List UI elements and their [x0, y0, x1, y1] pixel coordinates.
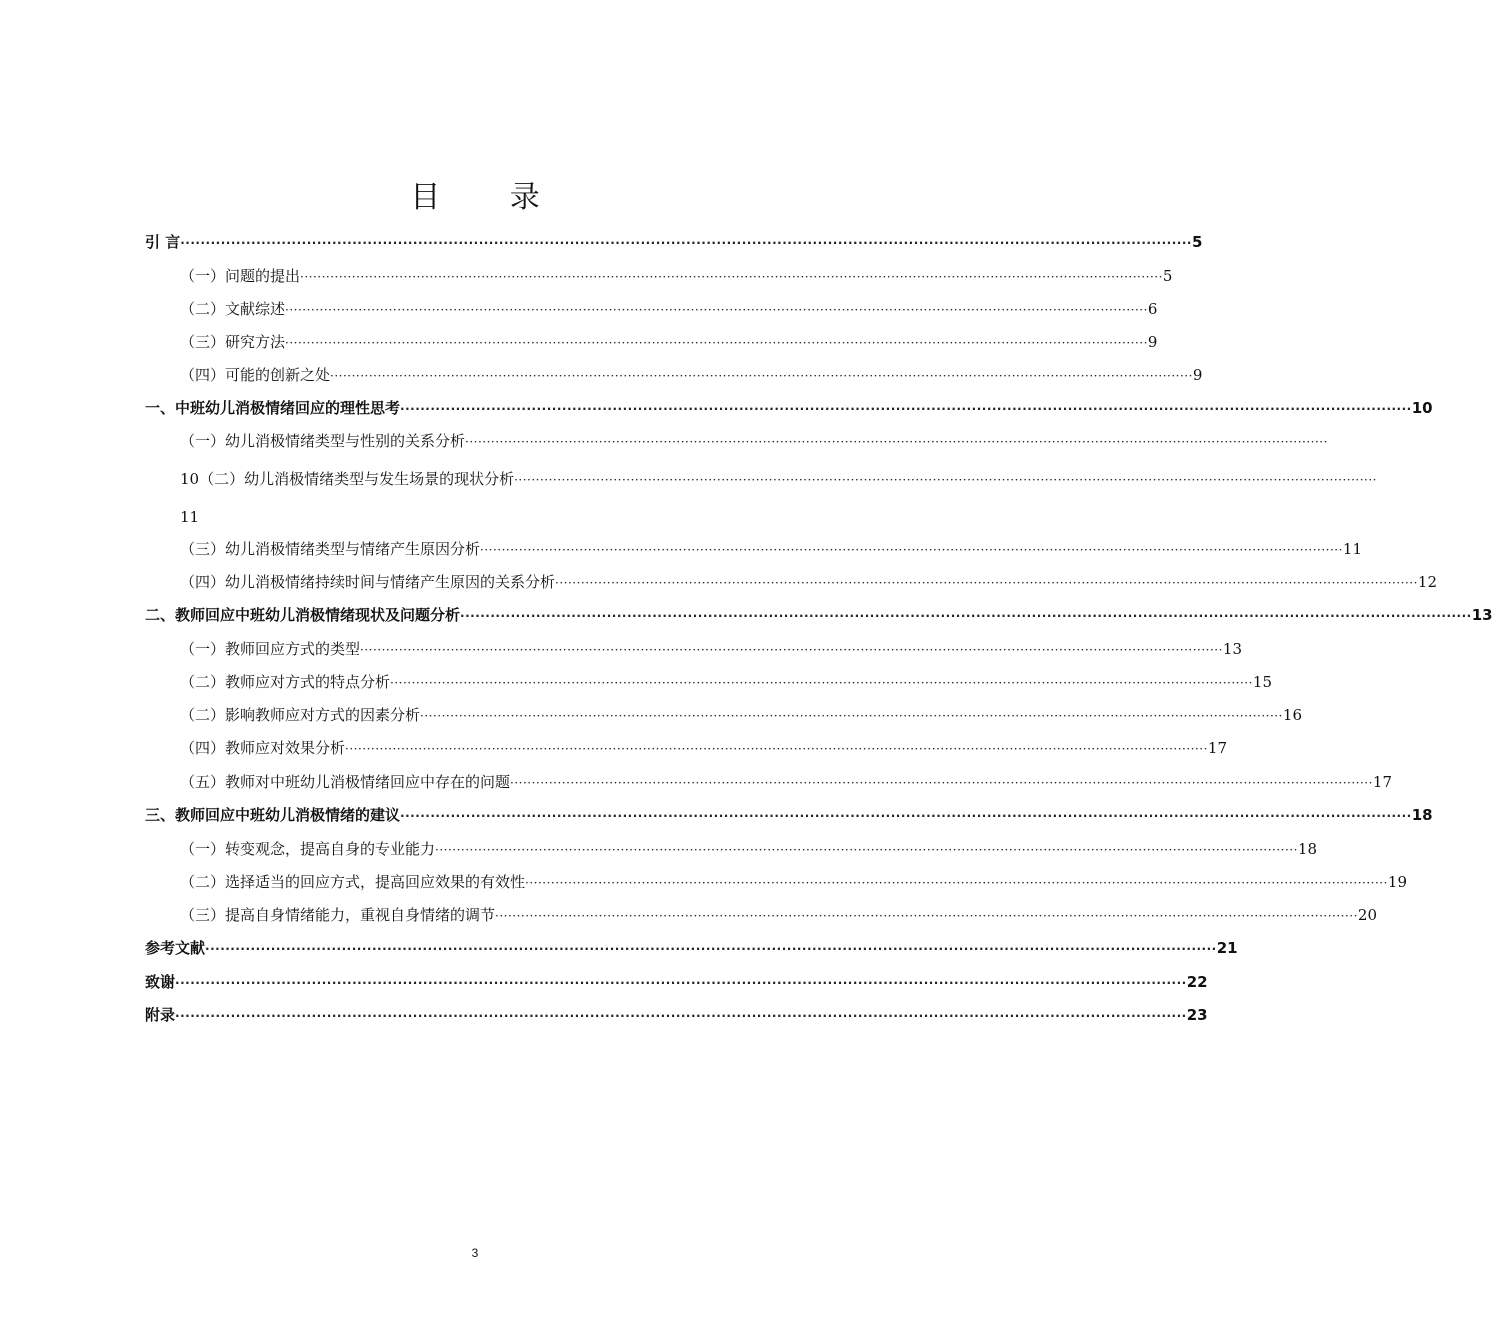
toc-entry-page: 10: [1411, 399, 1433, 417]
toc-entry-1-2[interactable]: [180, 299, 1158, 320]
toc-entry-label: （一）幼儿消极情绪类型与性别的关系分析: [180, 432, 466, 450]
toc-entry-page: 13: [1222, 640, 1242, 658]
toc-entry-page: 22: [1186, 973, 1208, 991]
toc-entry-label: 引 言: [145, 233, 181, 251]
toc-entry-4-2[interactable]: [180, 872, 1407, 893]
toc-entry-page: 9: [1192, 366, 1203, 384]
toc-entry-label: 参考文献: [145, 939, 206, 957]
toc-entry-label: （一）教师回应方式的类型: [180, 640, 361, 658]
leader-dots: ········································································································································································································: [345, 742, 1208, 756]
toc-entry-appendix[interactable]: [145, 1005, 1208, 1026]
toc-entry-page: 17: [1372, 773, 1392, 791]
toc-title: 目 录: [410, 180, 570, 215]
toc-entry-1-1[interactable]: [180, 266, 1173, 287]
leader-dots: ········································································································································································································: [435, 843, 1298, 857]
leader-dots: ········································································································································································································: [555, 576, 1418, 590]
toc-entry-3-4[interactable]: [180, 738, 1227, 759]
leader-dots: ········································································································································································································: [205, 942, 1217, 956]
leader-dots: ········································································································································································································: [285, 336, 1148, 350]
leader-dots: ········································································································································································································: [360, 643, 1223, 657]
toc-entry-chapter-3[interactable]: [145, 805, 1433, 826]
toc-entry-4-1[interactable]: [180, 839, 1317, 860]
toc-entry-page: 9: [1147, 333, 1158, 351]
toc-entry-page: 19: [1387, 873, 1407, 891]
toc-entry-3-3[interactable]: [180, 705, 1302, 726]
toc-entry-label: （四）幼儿消极情绪持续时间与情绪产生原因的关系分析: [180, 573, 556, 591]
toc-entry-page: 16: [1282, 706, 1302, 724]
toc-entry-label: 附录: [145, 1006, 176, 1024]
toc-entry-2-3[interactable]: [180, 539, 1362, 560]
toc-entry-page: 12: [1417, 573, 1437, 591]
leader-dots: ········································································································································································································: [285, 303, 1148, 317]
toc-entry-3-1[interactable]: [180, 639, 1242, 660]
toc-entry-1-4[interactable]: [180, 365, 1203, 386]
leader-dots: ········································································································································································································: [330, 369, 1193, 383]
toc-entry-page: 23: [1186, 1006, 1208, 1024]
leader-dots: ········································································································································································································: [495, 909, 1358, 923]
toc-entry-label: （三）提高自身情绪能力，重视自身情绪的调节: [180, 906, 496, 924]
toc-entry-3-2[interactable]: [180, 672, 1272, 693]
toc-entry-label: （四）可能的创新之处: [180, 366, 331, 384]
toc-entry-label: 三、教师回应中班幼儿消极情绪的建议: [145, 806, 401, 824]
toc-entry-page: 20: [1357, 906, 1377, 924]
leader-dots: ········································································································································································································: [525, 876, 1388, 890]
toc-entry-page: 13: [1471, 606, 1493, 624]
leader-dots: ········································································································································································································: [390, 676, 1253, 690]
leader-dots: ········································································································································································································: [480, 543, 1343, 557]
toc-entry-1-3[interactable]: [180, 332, 1158, 353]
toc-entry-page: 21: [1216, 939, 1238, 957]
toc-entry-label: （二）文献综述: [180, 300, 286, 318]
leader-dots: ········································································································································································································: [400, 809, 1412, 823]
toc-entry-page: 15: [1252, 673, 1272, 691]
toc-entry-label: （二）教师应对方式的特点分析: [180, 673, 391, 691]
toc-entry-page: 5: [1191, 233, 1203, 251]
toc-entry-chapter-1[interactable]: [145, 398, 1433, 419]
toc-entry-page: 18: [1297, 840, 1317, 858]
toc-entry-references[interactable]: [145, 938, 1238, 959]
leader-dots: ········································································································································································································: [510, 776, 1373, 790]
toc-entry-page: 17: [1207, 739, 1227, 757]
toc-entry-label: （三）幼儿消极情绪类型与情绪产生原因分析: [180, 540, 481, 558]
toc-entry-label: 一、中班幼儿消极情绪回应的理性思考: [145, 399, 401, 417]
toc-entry-acknowledgements[interactable]: [145, 972, 1208, 993]
toc-entry-label: 10（二）幼儿消极情绪类型与发生场景的现状分析: [180, 470, 515, 488]
toc-entry-page: 6: [1147, 300, 1158, 318]
toc-entry-label: （一）转变观念，提高自身的专业能力: [180, 840, 436, 858]
toc-entry-label: 二、教师回应中班幼儿消极情绪现状及问题分析: [145, 606, 461, 624]
toc-entry-2-2-page: 11: [180, 508, 200, 526]
toc-entry-intro[interactable]: [145, 232, 1203, 253]
toc-entry-label: （一）问题的提出: [180, 267, 301, 285]
toc-entry-chapter-2[interactable]: [145, 605, 1493, 626]
toc-entry-label: （二）影响教师应对方式的因素分析: [180, 706, 421, 724]
leader-dots: ········································································································································································································: [465, 435, 1328, 449]
leader-dots: ········································································································································································································: [400, 402, 1412, 416]
toc-entry-4-3[interactable]: [180, 905, 1377, 926]
leader-dots: ········································································································································································································: [175, 976, 1187, 990]
leader-dots: ········································································································································································································: [420, 709, 1283, 723]
toc-entry-2-2[interactable]: [180, 469, 1377, 490]
leader-dots: ········································································································································································································: [175, 1009, 1187, 1023]
toc-entry-page: 18: [1411, 806, 1433, 824]
leader-dots: ········································································································································································································: [180, 236, 1192, 250]
toc-entry-3-5[interactable]: [180, 772, 1392, 793]
leader-dots: ········································································································································································································: [300, 270, 1163, 284]
page-number: 3: [471, 1246, 479, 1260]
toc-entry-page: 5: [1162, 267, 1173, 285]
toc-entry-label: 致谢: [145, 973, 176, 991]
toc-entry-page: 11: [1342, 540, 1362, 558]
toc-entry-2-1[interactable]: [180, 431, 1328, 452]
toc-entry-label: （二）选择适当的回应方式，提高回应效果的有效性: [180, 873, 526, 891]
toc-entry-label: （四）教师应对效果分析: [180, 739, 346, 757]
leader-dots: ········································································································································································································: [514, 473, 1377, 487]
leader-dots: ········································································································································································································: [460, 609, 1472, 623]
toc-entry-2-4[interactable]: [180, 572, 1437, 593]
toc-entry-label: （三）研究方法: [180, 333, 286, 351]
toc-entry-label: （五）教师对中班幼儿消极情绪回应中存在的问题: [180, 773, 511, 791]
